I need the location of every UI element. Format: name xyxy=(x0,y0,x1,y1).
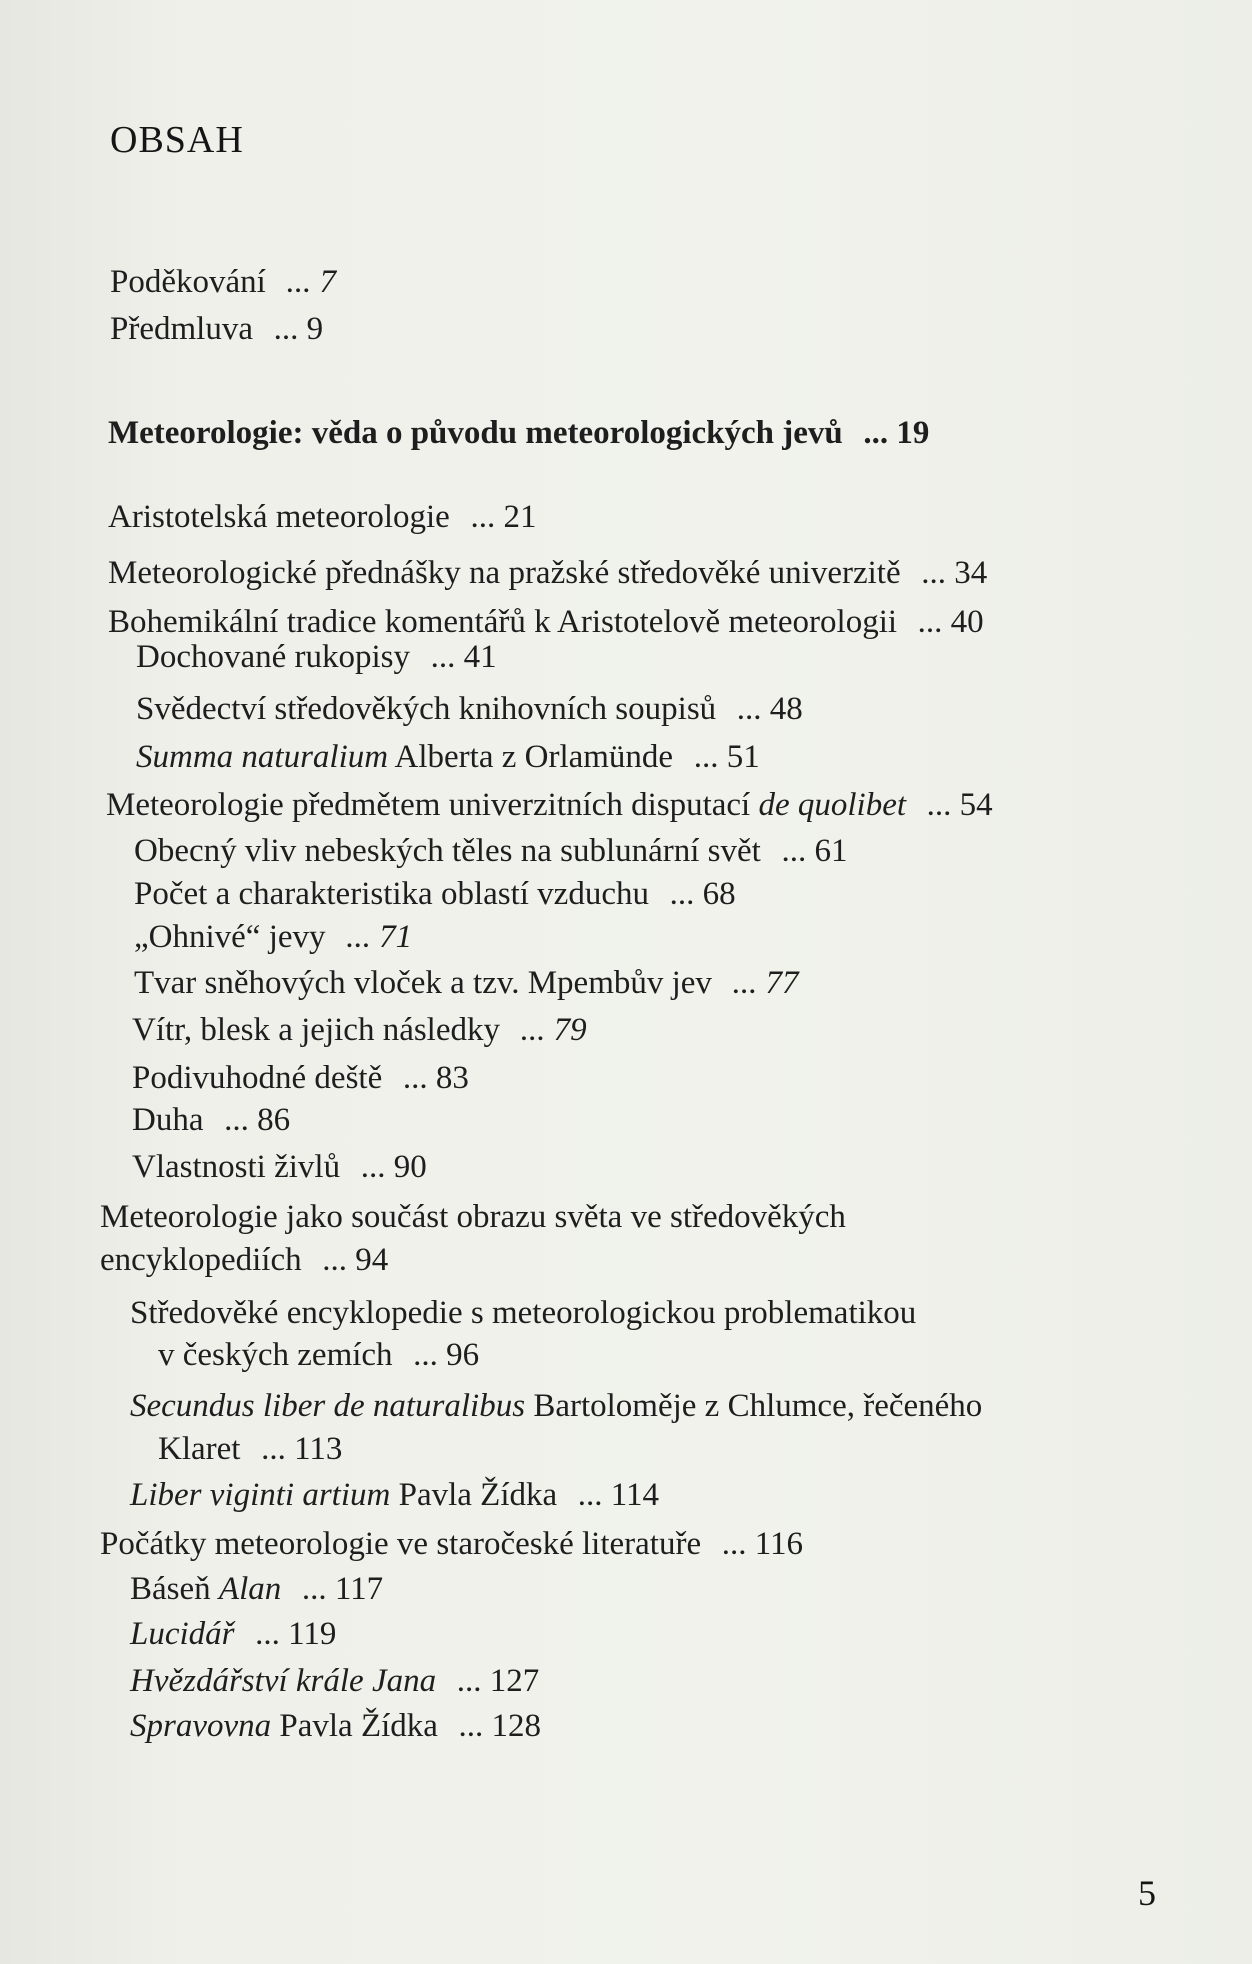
toc-entry-title: Meteorologie předmětem univerzitních disputací xyxy=(106,787,759,823)
toc-entry xyxy=(130,1661,539,1701)
toc-entry xyxy=(130,1386,982,1426)
toc-entry-title: Klaret xyxy=(158,1431,241,1467)
toc-entry-title: Secundus liber de naturalibus xyxy=(130,1388,526,1424)
toc-entry-title: Podivuhodné deště xyxy=(132,1060,383,1096)
toc-entry xyxy=(130,1569,383,1609)
toc-entry-page: ... 119 xyxy=(255,1616,337,1652)
toc-entry-title: Lucidář xyxy=(130,1616,235,1652)
toc-entry-title: Pavla Žídka xyxy=(271,1708,438,1744)
toc-entry-title: v českých zemích xyxy=(158,1337,393,1373)
toc-entry-page: ... 96 xyxy=(413,1337,480,1373)
toc-entry xyxy=(132,1100,290,1140)
toc-entry-page: ... 90 xyxy=(360,1149,427,1185)
toc-entry-page: ... 21 xyxy=(470,499,537,535)
toc-entry xyxy=(110,262,336,302)
toc-entry-title: Spravovna xyxy=(130,1708,272,1744)
toc-entry-page: ... 54 xyxy=(926,787,993,823)
toc-entry xyxy=(134,917,412,957)
toc-entry-title: Meteorologie jako součást obrazu světa ve středověkých xyxy=(100,1199,846,1235)
toc-entry-page: ... 9 xyxy=(273,311,324,347)
toc-entry-title: Alan xyxy=(218,1571,282,1607)
toc-entry xyxy=(132,1010,587,1050)
toc-entry-page: ... 40 xyxy=(917,604,984,640)
toc-entry-page: ... 61 xyxy=(781,833,848,869)
toc-entry-page: ... 19 xyxy=(863,415,930,451)
toc-entry-title: encyklopediích xyxy=(100,1242,302,1278)
toc-entry-title: Báseň xyxy=(130,1571,219,1607)
toc-entry-title: Poděkování xyxy=(110,264,266,300)
toc-entry xyxy=(132,1058,469,1098)
toc-entry xyxy=(108,413,929,453)
toc-entry xyxy=(100,1240,388,1280)
toc-entry xyxy=(130,1614,336,1654)
toc-entry xyxy=(158,1335,479,1375)
toc-entry-title: Meteorologické přednášky na pražské středověké univerzitě xyxy=(108,555,901,591)
toc-entry-page: ... 48 xyxy=(736,691,803,727)
toc-entry-page: ... 68 xyxy=(669,876,736,912)
toc-entry xyxy=(130,1293,916,1333)
toc-entry xyxy=(100,1524,803,1564)
toc-entry-title: Duha xyxy=(132,1102,204,1138)
toc-entry-title: Summa naturalium xyxy=(136,739,389,775)
toc-entry xyxy=(108,497,536,537)
toc-entry-title: Svědectví středověkých knihovních soupisů xyxy=(136,691,717,727)
toc-entry xyxy=(130,1475,659,1515)
toc-entry xyxy=(110,309,323,349)
toc-entry-page: ... 116 xyxy=(721,1526,803,1562)
toc-entry xyxy=(130,1706,541,1746)
toc-entry-page: ... 41 xyxy=(430,639,497,675)
toc-entry-title: „Ohnivé“ jevy xyxy=(134,919,326,955)
toc-entry xyxy=(132,1147,427,1187)
toc-entry-title: Tvar sněhových vloček a tzv. Mpembův jev xyxy=(134,965,712,1001)
page-number: 5 xyxy=(1138,1873,1156,1913)
toc-entry-page: ... 86 xyxy=(224,1102,291,1138)
toc-entry-page: ... 94 xyxy=(322,1242,389,1278)
toc-entry-page: ... 71 xyxy=(346,919,413,955)
toc-entry xyxy=(108,553,987,593)
contents-heading: OBSAH xyxy=(110,119,244,161)
toc-entry-page: ... 117 xyxy=(301,1571,384,1607)
toc-entry-page: ... 79 xyxy=(520,1012,587,1048)
toc-entry-title: Liber viginti artium xyxy=(130,1477,391,1513)
toc-entry-page: ... 113 xyxy=(261,1431,343,1467)
toc-entry xyxy=(108,602,984,642)
toc-entry xyxy=(106,785,993,825)
toc-entry-title: Aristotelská meteorologie xyxy=(108,499,450,535)
toc-entry-title: Středověké encyklopedie s meteorologickou problematikou xyxy=(130,1295,917,1331)
toc-entry xyxy=(136,737,760,777)
toc-entry-title: Alberta z Orlamünde xyxy=(388,739,674,775)
toc-entry xyxy=(134,874,736,914)
toc-entry-title: Bartoloměje z Chlumce, řečeného xyxy=(525,1388,983,1424)
toc-entry-page: ... 7 xyxy=(286,264,336,300)
toc-entry xyxy=(158,1429,342,1469)
toc-entry xyxy=(136,637,497,677)
toc-entry-title: Pavla Žídka xyxy=(390,1477,558,1513)
toc-entry-title: de quolibet xyxy=(758,787,907,823)
toc-entry-title: Meteorologie: věda o původu meteorologických jevů xyxy=(108,415,843,451)
toc-entry-page: ... 83 xyxy=(402,1060,469,1096)
toc-entry-page: ... 34 xyxy=(921,555,988,591)
toc-entry xyxy=(100,1197,846,1237)
toc-entry xyxy=(136,689,803,729)
toc-entry-page: ... 51 xyxy=(693,739,760,775)
toc-entry-page: ... 127 xyxy=(456,1663,540,1699)
toc-entry-title: Vítr, blesk a jejich následky xyxy=(132,1012,500,1048)
toc-entry-title: Předmluva xyxy=(110,311,253,347)
toc-entry-title: Počátky meteorologie ve staročeské literatuře xyxy=(100,1526,702,1562)
toc-entry-page: ... 77 xyxy=(732,965,799,1001)
toc-entry-title: Bohemikální tradice komentářů k Aristotelově meteorologii xyxy=(108,604,898,640)
toc-entry-title: Počet a charakteristika oblastí vzduchu xyxy=(134,876,649,912)
toc-entry-page: ... 128 xyxy=(458,1708,542,1744)
toc-entry xyxy=(134,831,847,871)
toc-entry-page: ... 114 xyxy=(577,1477,660,1513)
toc-entry-title: Dochované rukopisy xyxy=(136,639,411,675)
toc-entry-title: Hvězdářství krále Jana xyxy=(130,1663,437,1699)
toc-entry xyxy=(134,963,799,1003)
toc-entry-title: Obecný vliv nebeských těles na sublunární svět xyxy=(134,833,761,869)
toc-entry-title: Vlastnosti živlů xyxy=(132,1149,341,1185)
